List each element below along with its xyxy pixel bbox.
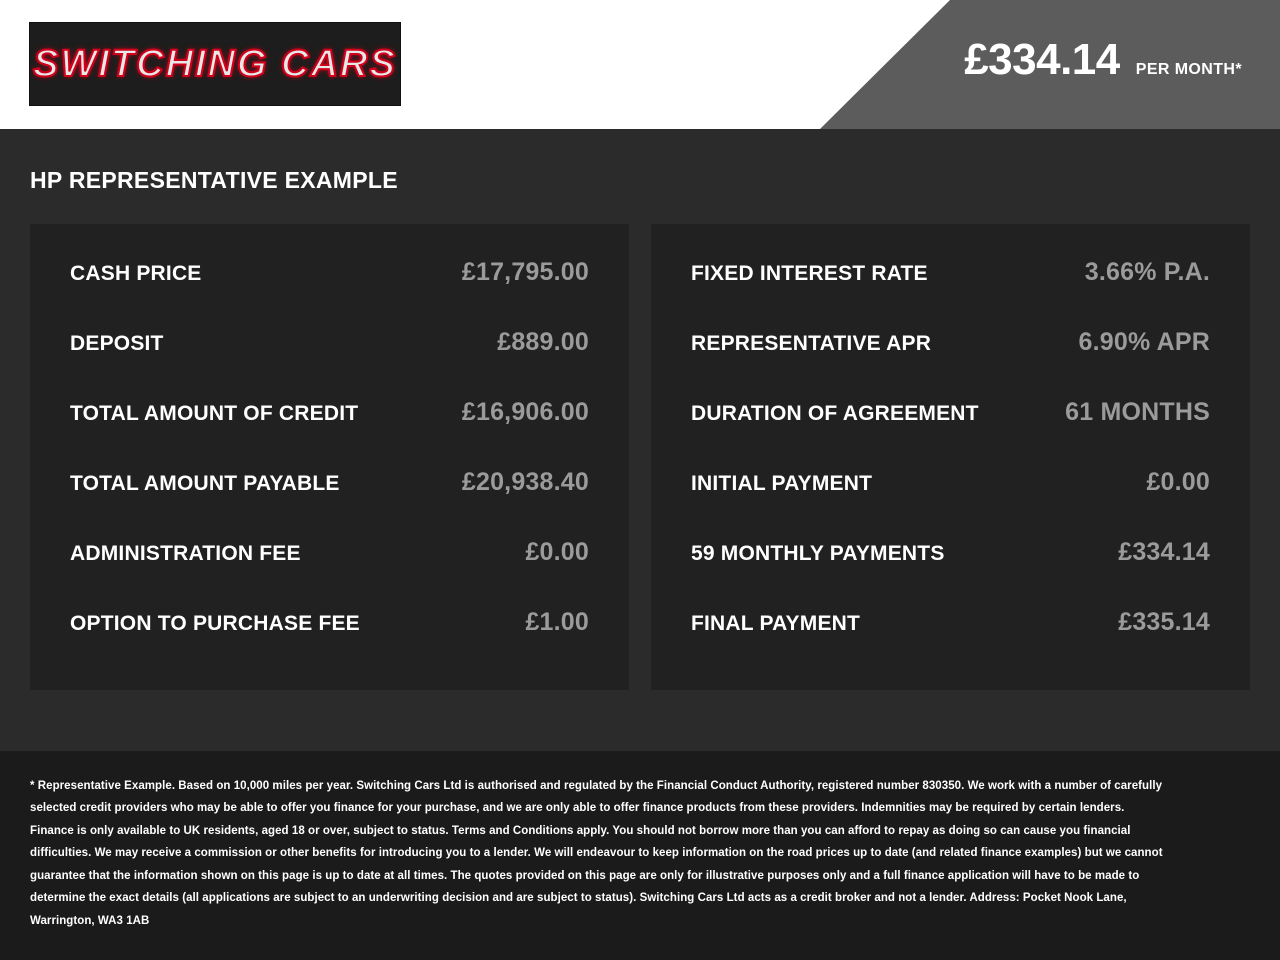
finance-row-value: £20,938.40 bbox=[461, 468, 589, 496]
finance-row-value: £335.14 bbox=[1118, 608, 1210, 636]
finance-panel-left bbox=[30, 224, 629, 690]
finance-row-label: INITIAL PAYMENT bbox=[691, 472, 873, 495]
finance-row-value: £1.00 bbox=[525, 608, 589, 636]
finance-row-value: £889.00 bbox=[497, 328, 589, 356]
finance-row-value: £0.00 bbox=[525, 538, 589, 566]
finance-row bbox=[70, 608, 589, 678]
finance-row bbox=[70, 328, 589, 398]
finance-row bbox=[691, 468, 1210, 538]
finance-row-value: £334.14 bbox=[1118, 538, 1210, 566]
finance-row bbox=[691, 608, 1210, 678]
finance-row-value: £17,795.00 bbox=[461, 258, 589, 286]
finance-row bbox=[70, 468, 589, 538]
finance-row-label: FIXED INTEREST RATE bbox=[691, 262, 928, 285]
finance-panel-right bbox=[651, 224, 1250, 690]
finance-row-value: 3.66% P.A. bbox=[1084, 258, 1210, 286]
finance-row bbox=[691, 398, 1210, 468]
finance-row-label: DURATION OF AGREEMENT bbox=[691, 402, 979, 425]
main-content bbox=[0, 129, 1280, 751]
finance-row bbox=[691, 328, 1210, 398]
brand-logo[interactable] bbox=[29, 22, 401, 106]
page-footer bbox=[0, 751, 1280, 960]
finance-row-label: FINAL PAYMENT bbox=[691, 612, 861, 635]
disclaimer-text: * Representative Example. Based on 10,000 miles per year. Switching Cars Ltd is authorised and regulated by the Financial Conduct Authority, registered number 830350. We work with a number of carefully selected credit providers who may be able to offer you finance for your purchase, and we are only able to offer finance products from these providers. Indemnities may be required by certain lenders. Finance is only available to UK residents, aged 18 or over, subject to status. Terms and Conditions apply. You should not borrow more than you can afford to repay as doing so can cause you financial difficulties. We may receive a commission or other benefits for introducing you to a lender. We will endeavour to keep information on the road prices up to date (and related finance examples) but we cannot guarantee that the information shown on this page is up to date at all times. The quotes provided on this page are only for illustrative purposes only and a full finance application will have to be made to determine the exact details (all applications are subject to an underwriting decision and are subject to status). Switching Cars Ltd acts as a credit broker and not a lender. Address: Pocket Nook Lane, Warrington, WA3 1AB bbox=[30, 780, 1163, 927]
brand-logo-text: SWITCHING CARS bbox=[33, 42, 397, 85]
finance-row-value: £0.00 bbox=[1146, 468, 1210, 496]
finance-row-value: 61 MONTHS bbox=[1065, 398, 1210, 426]
finance-row-label: 59 MONTHLY PAYMENTS bbox=[691, 542, 945, 565]
monthly-price-amount: £334.14 bbox=[964, 35, 1120, 84]
finance-row-label: TOTAL AMOUNT OF CREDIT bbox=[70, 402, 359, 425]
finance-row-value: £16,906.00 bbox=[461, 398, 589, 426]
finance-row-label: ADMINISTRATION FEE bbox=[70, 542, 301, 565]
finance-row bbox=[691, 258, 1210, 328]
finance-row-label: OPTION TO PURCHASE FEE bbox=[70, 612, 360, 635]
finance-row-value: 6.90% APR bbox=[1078, 328, 1210, 356]
finance-row bbox=[70, 258, 589, 328]
finance-row-label: REPRESENTATIVE APR bbox=[691, 332, 932, 355]
finance-row-label: TOTAL AMOUNT PAYABLE bbox=[70, 472, 340, 495]
finance-row-label: CASH PRICE bbox=[70, 262, 202, 285]
finance-panels bbox=[30, 224, 1250, 690]
monthly-price-block bbox=[964, 35, 1242, 84]
finance-row bbox=[691, 538, 1210, 608]
finance-row bbox=[70, 398, 589, 468]
monthly-price-period: PER MONTH* bbox=[1135, 61, 1242, 78]
page-header bbox=[0, 0, 1280, 129]
page-title: HP REPRESENTATIVE EXAMPLE bbox=[30, 167, 398, 193]
finance-row-label: DEPOSIT bbox=[70, 332, 164, 355]
finance-row bbox=[70, 538, 589, 608]
